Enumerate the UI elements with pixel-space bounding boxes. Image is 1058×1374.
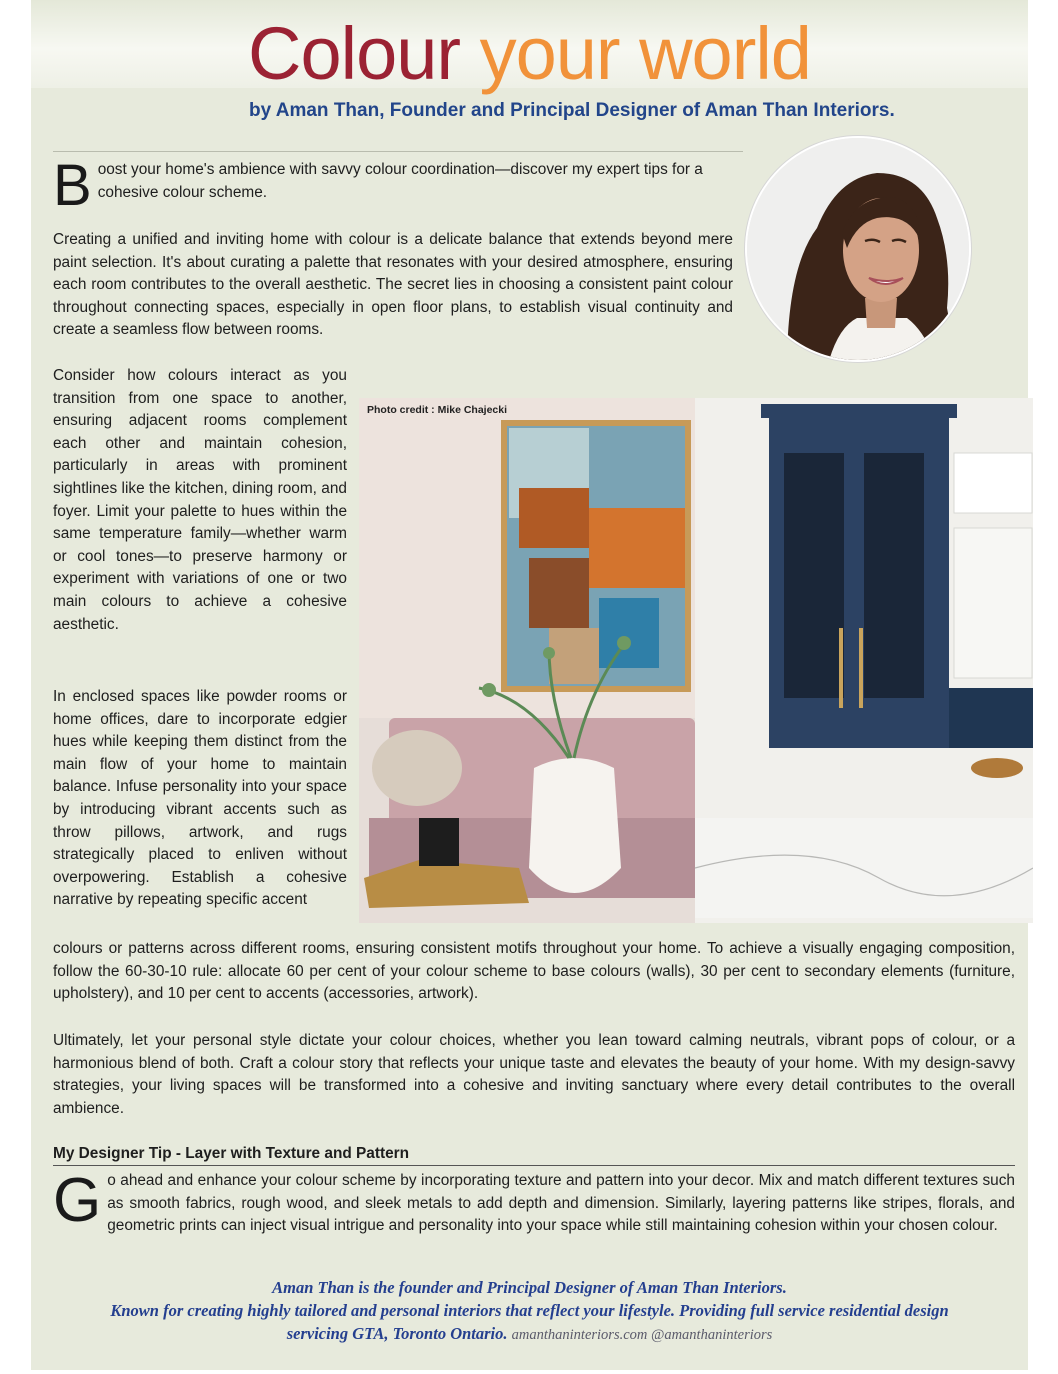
- footer-location: servicing GTA, Toronto Ontario.: [286, 1324, 508, 1343]
- footer-line-2: Known for creating highly tailored and personal interiors that reflect your lifestyle. Providing full service residential design: [110, 1301, 949, 1320]
- dropcap-g: G: [53, 1166, 102, 1235]
- paragraph-60-30-10-rule: colours or patterns across different rooms, ensuring consistent motifs throughout your home. To achieve a visually engaging composition, follow the 60-30-10 rule: allocate 60 per cent of your colour scheme to base colours (walls), 30 per cent to secondary elements (furniture, upholstery), and 10 per cent to accents (accessories, artwork).: [53, 940, 1015, 1003]
- paragraph-enclosed-spaces: In enclosed spaces like powder rooms or home offices, dare to incorporate edgier hues while keeping them distinct from the main flow of your home to maintain balance. Infuse personality into your space by introducing vibrant accents such as throw pillows, artwork, and rugs strategically placed to enliven without overpowering. Establish a cohesive narrative by repeating specific accent: [53, 688, 347, 909]
- title-word-colour: Colour: [248, 12, 461, 95]
- divider-rule: [53, 151, 743, 152]
- title-word-your-world: your world: [479, 12, 811, 95]
- author-bio-footer: [31, 1276, 1028, 1347]
- intro-paragraph: [53, 153, 733, 218]
- designer-tip-heading: My Designer Tip - Layer with Texture and Pattern: [53, 1145, 1015, 1166]
- paragraph-personal-style: Ultimately, let your personal style dictate your colour choices, whether you lean toward calming neutrals, vibrant pops of colour, or a harmonious blend of both. Craft a colour story that reflects your unique taste and elevates the beauty of your home. With my design-savvy strategies, your living spaces will be transformed into a cohesive and inviting sanctuary where every detail contributes to the overall ambience.: [53, 1032, 1015, 1117]
- footer-line-3: [31, 1322, 1028, 1347]
- interior-photo: [359, 398, 1033, 923]
- author-portrait: [747, 138, 969, 360]
- designer-tip-paragraph: [53, 1166, 1015, 1238]
- magazine-page: [31, 0, 1028, 1370]
- portrait-image: [747, 138, 969, 360]
- footer-website-handle: amanthaninteriors.com @amanthaninteriors: [511, 1327, 773, 1343]
- dropcap-b: B: [53, 153, 92, 218]
- byline: by Aman Than, Founder and Principal Designer of Aman Than Interiors.: [249, 100, 895, 121]
- footer-line-1: Aman Than is the founder and Principal Designer of Aman Than Interiors.: [272, 1278, 787, 1297]
- paragraph-colour-interaction: Consider how colours interact as you transition from one space to another, ensuring adjacent rooms complement each other and maintain cohesion, particularly in areas with prominent sightlines like the kitchen, dining room, and foyer. Limit your palette to hues within the same temperature family—whether warm or cool tones—to preserve harmony or experiment with variations of one or two main colours to achieve a cohesive aesthetic.: [53, 367, 347, 633]
- paragraph-unified-home: Creating a unified and inviting home with colour is a delicate balance that extends beyond mere paint selection. It's about curating a palette that resonates with your desired atmosphere, ensuring each room contributes to the overall aesthetic. The secret lies in choosing a consistent paint colour throughout connecting spaces, especially in open floor plans, to establish visual continuity and create a seamless flow between rooms.: [53, 231, 733, 339]
- interior-photo-image: [359, 398, 1033, 923]
- photo-credit: Photo credit : Mike Chajecki: [367, 404, 508, 416]
- intro-text: oost your home's ambience with savvy colour coordination—discover my expert tips for a cohesive colour scheme.: [97, 161, 703, 201]
- article-title: [31, 12, 1028, 96]
- tip-text: o ahead and enhance your colour scheme by incorporating texture and pattern into your decor. Mix and match different textures such as smooth fabrics, rough wood, and sleek metals to add depth and dimension. Similarly, layering patterns like stripes, florals, and geometric prints can inject visual intrigue and personality into your space while still maintaining cohesion within your chosen colour.: [107, 1172, 1015, 1235]
